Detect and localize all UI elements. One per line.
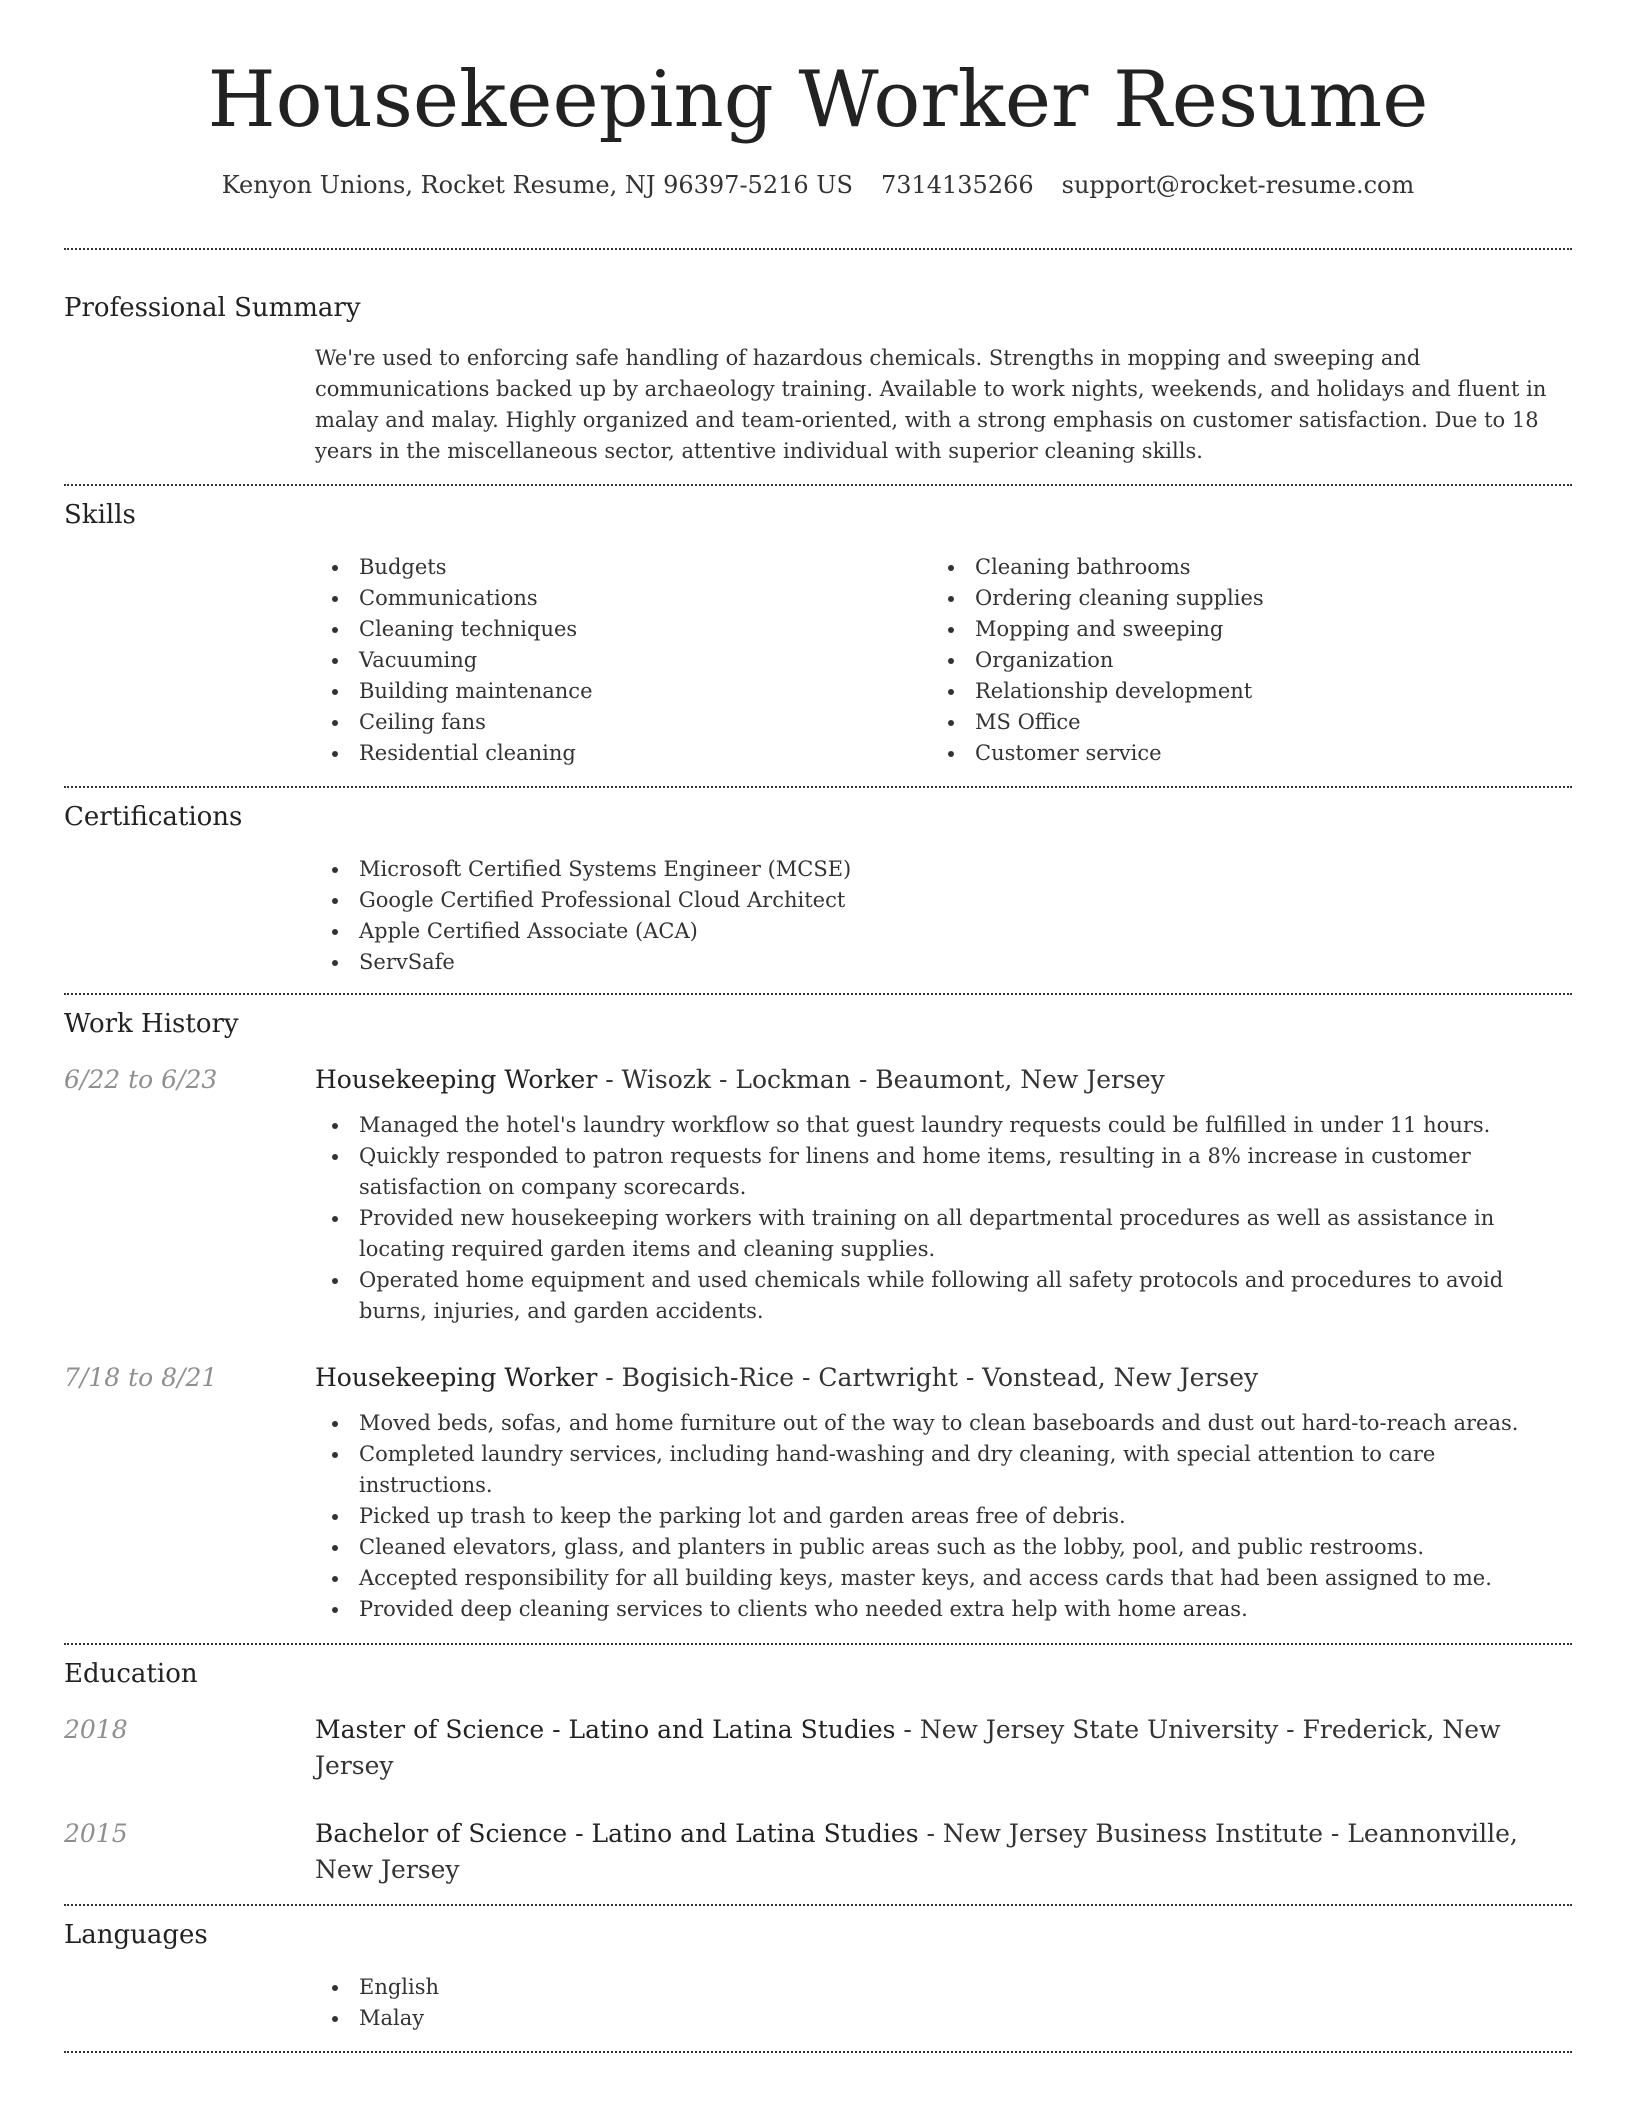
certifications-section — [64, 788, 1572, 978]
job-bullet: Operated home equipment and used chemicals while following all safety protocols and procedures to avoid burns, injuries, and garden accidents. — [315, 1265, 1572, 1327]
job-bullet: Picked up trash to keep the parking lot and garden areas free of debris. — [315, 1501, 1572, 1532]
skills-section — [64, 486, 1572, 769]
section-title: Education — [64, 1659, 198, 1689]
skill-item: Building maintenance — [315, 676, 931, 707]
language-item: Malay — [315, 2003, 1572, 2034]
contact-address: Kenyon Unions, Rocket Resume, NJ 96397-5216 US — [221, 171, 853, 199]
skill-item: Mopping and sweeping — [931, 614, 1547, 645]
skill-item: Budgets — [315, 552, 931, 583]
divider — [64, 2051, 1572, 2053]
skill-item: Customer service — [931, 738, 1547, 769]
education-year: 2018 — [64, 1715, 128, 1744]
skills-list-left — [315, 552, 931, 769]
job-header — [64, 1062, 1572, 1098]
job-bullet: Completed laundry services, including hand-washing and dry cleaning, with special attention to care instructions. — [315, 1439, 1572, 1501]
skill-item: Cleaning techniques — [315, 614, 931, 645]
education-year: 2015 — [64, 1819, 128, 1848]
skill-item: Communications — [315, 583, 931, 614]
language-item: English — [315, 1972, 1572, 2003]
job-bullet: Provided new housekeeping workers with training on all departmental procedures as well as assistance in locating required garden items and cleaning supplies. — [315, 1203, 1572, 1265]
resume-header — [64, 0, 1572, 202]
education-degree: Master of Science - Latino and Latina Studies — [315, 1715, 896, 1744]
skill-item: Residential cleaning — [315, 738, 931, 769]
education-section — [64, 1645, 1572, 1888]
skill-item: Cleaning bathrooms — [931, 552, 1547, 583]
education-entry — [64, 1712, 1572, 1784]
summary-section — [64, 250, 1572, 467]
job-entry — [64, 1062, 1572, 1327]
job-role: Housekeeping Worker — [315, 1363, 598, 1392]
certification-item: Apple Certified Associate (ACA) — [315, 916, 1572, 947]
job-employer: - Bogisich-Rice - Cartwright - Vonstead, New Jersey — [597, 1363, 1259, 1392]
job-title — [315, 1360, 1258, 1396]
resume-title: Housekeeping Worker Resume — [207, 55, 1429, 145]
education-title — [315, 1712, 1572, 1784]
education-school: - New Jersey Business Institute - Leannonville, New Jersey — [315, 1819, 1518, 1884]
job-bullet: Accepted responsibility for all building keys, master keys, and access cards that had been assigned to me. — [315, 1563, 1572, 1594]
job-bullet: Provided deep cleaning services to clients who needed extra help with home areas. — [315, 1594, 1572, 1625]
contact-phone: 7314135266 — [880, 171, 1034, 199]
skills-grid — [315, 552, 1572, 769]
job-bullet: Moved beds, sofas, and home furniture out of the way to clean baseboards and dust out hard-to-reach areas. — [315, 1408, 1572, 1439]
job-bullet: Cleaned elevators, glass, and planters in public areas such as the lobby, pool, and public restrooms. — [315, 1532, 1572, 1563]
certification-item: Microsoft Certified Systems Engineer (MCSE) — [315, 854, 1572, 885]
education-title — [315, 1816, 1572, 1888]
job-title — [315, 1062, 1165, 1098]
work-history-section — [64, 995, 1572, 1625]
skill-item: Ordering cleaning supplies — [931, 583, 1547, 614]
languages-list — [315, 1972, 1572, 2034]
skill-item: MS Office — [931, 707, 1547, 738]
skill-item: Ceiling fans — [315, 707, 931, 738]
certifications-list — [315, 854, 1572, 978]
section-title: Skills — [64, 500, 136, 530]
languages-section — [64, 1906, 1572, 2034]
education-entry — [64, 1816, 1572, 1888]
job-dates: 6/22 to 6/23 — [64, 1065, 218, 1094]
certification-item: ServSafe — [315, 947, 1572, 978]
skills-list-right — [931, 552, 1547, 769]
education-school: - New Jersey State University - Frederick, New Jersey — [315, 1715, 1501, 1780]
contact-email[interactable]: support@rocket-resume.com — [1061, 171, 1415, 199]
skill-item: Relationship development — [931, 676, 1547, 707]
job-bullets — [315, 1408, 1572, 1625]
education-degree: Bachelor of Science - Latino and Latina Studies — [315, 1819, 919, 1848]
job-bullet: Managed the hotel's laundry workflow so that guest laundry requests could be fulfilled in under 11 hours. — [315, 1110, 1572, 1141]
job-header — [64, 1360, 1572, 1396]
resume-page — [64, 0, 1572, 2053]
skill-item: Organization — [931, 645, 1547, 676]
job-dates: 7/18 to 8/21 — [64, 1363, 218, 1392]
certification-item: Google Certified Professional Cloud Architect — [315, 885, 1572, 916]
summary-text: We're used to enforcing safe handling of hazardous chemicals. Strengths in mopping and sweeping and communications backed up by archaeology training. Available to work nights, weekends, and holidays and fluent in malay and malay. Highly organized and team-oriented, with a strong emphasis on customer satisfaction. Due to 18 years in the miscellaneous sector, attentive individual with superior cleaning skills. — [315, 346, 1547, 463]
section-title: Certifications — [64, 802, 243, 832]
contact-line — [64, 168, 1572, 202]
section-title: Languages — [64, 1920, 208, 1950]
job-role: Housekeeping Worker — [315, 1065, 598, 1094]
job-employer: - Wisozk - Lockman - Beaumont, New Jersey — [597, 1065, 1165, 1094]
section-title: Work History — [64, 1009, 239, 1039]
section-title: Professional Summary — [64, 293, 361, 323]
skill-item: Vacuuming — [315, 645, 931, 676]
job-bullets — [315, 1110, 1572, 1327]
job-bullet: Quickly responded to patron requests for linens and home items, resulting in a 8% increase in customer satisfaction on company scorecards. — [315, 1141, 1572, 1203]
job-entry — [64, 1360, 1572, 1625]
